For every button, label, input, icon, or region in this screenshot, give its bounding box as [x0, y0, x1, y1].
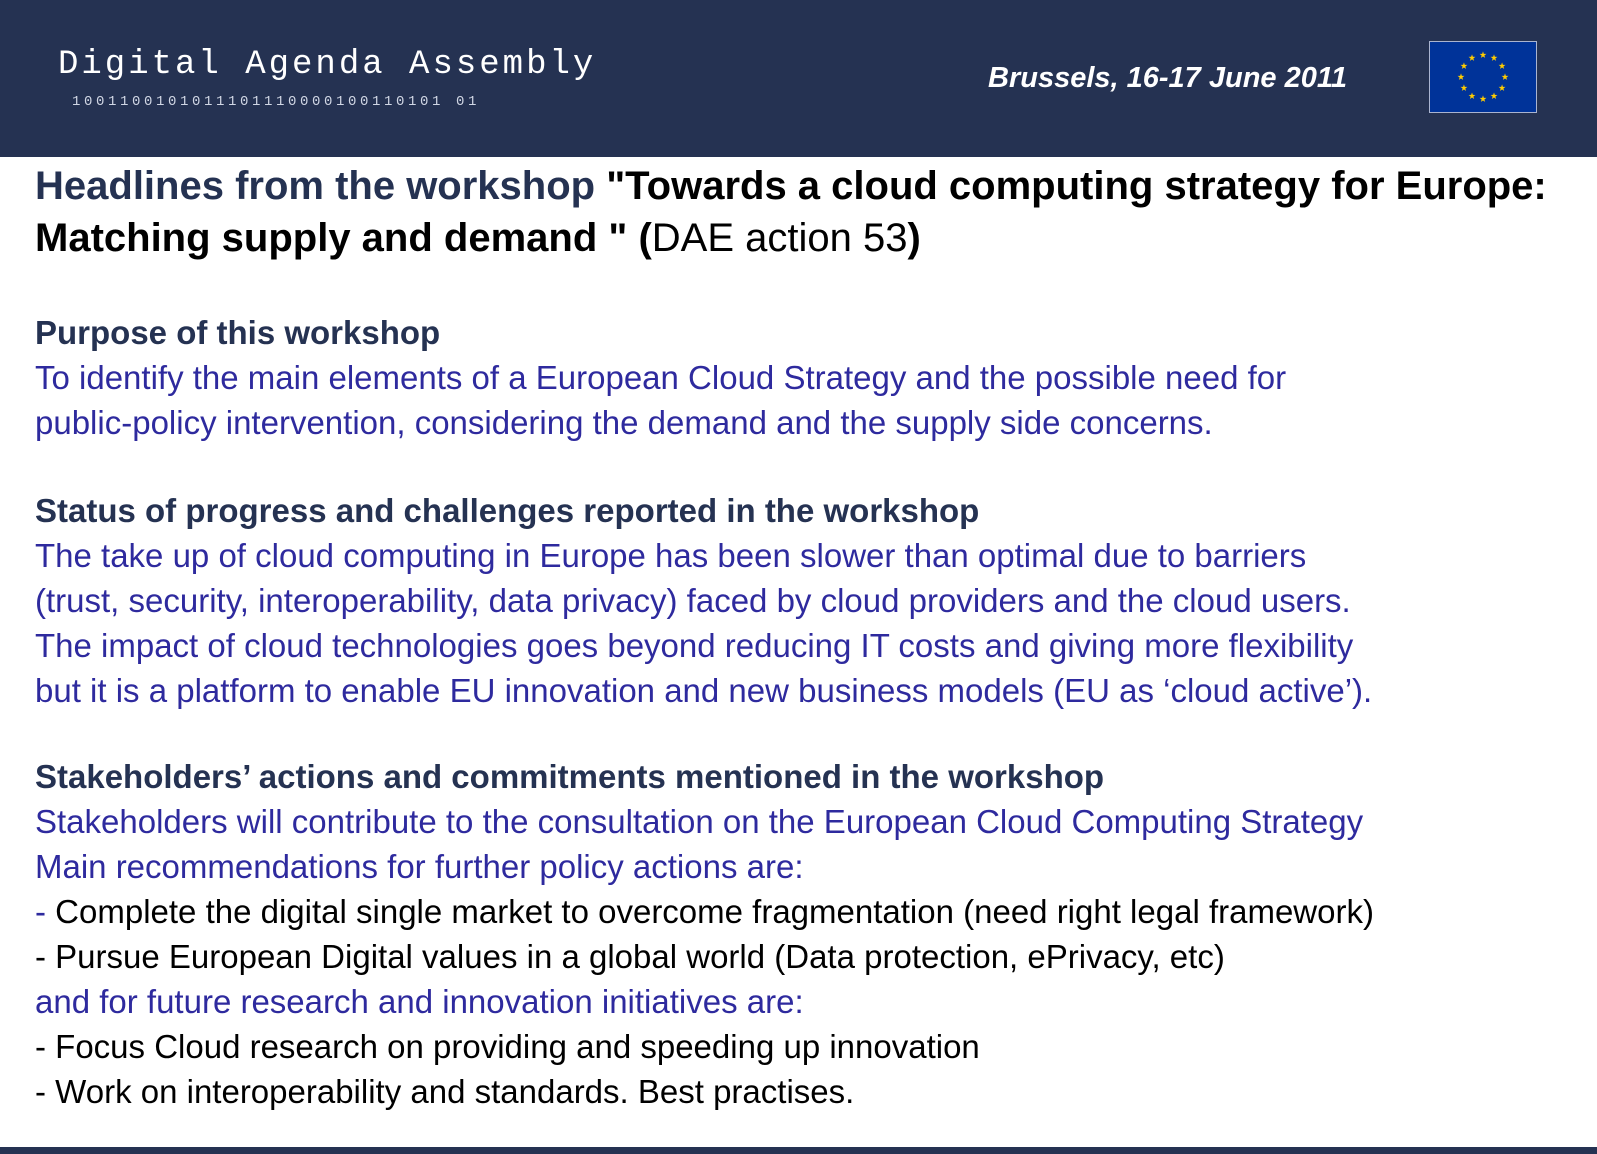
status-section	[35, 489, 1595, 713]
status-line: The impact of cloud technologies goes beyond reducing IT costs and giving more flexibility	[35, 627, 1354, 664]
policy-item-text: Pursue European Digital values in a global world (Data protection, ePrivacy, etc)	[55, 938, 1225, 975]
binary-code: 1001100101011101110000100110101 01	[72, 94, 481, 110]
research-item	[35, 1024, 1595, 1069]
headline-close-paren: )	[907, 216, 921, 260]
stakeholders-section	[35, 755, 1595, 1114]
status-line: but it is a platform to enable EU innovation and new business models (EU as ‘cloud active’).	[35, 672, 1373, 709]
research-item	[35, 1069, 1595, 1114]
policy-item	[35, 934, 1595, 979]
flag-star	[1491, 54, 1498, 61]
research-intro: and for future research and innovation initiatives are:	[35, 983, 804, 1020]
flag-star	[1469, 54, 1476, 61]
bullet-dash: -	[35, 893, 56, 930]
flag-star	[1491, 92, 1498, 99]
headline-action: DAE action 53	[651, 216, 908, 260]
bullet-dash: -	[35, 938, 56, 975]
header-banner	[0, 0, 1597, 157]
footer-bar	[0, 1147, 1597, 1154]
flag-star	[1469, 92, 1476, 99]
policy-item-text: Complete the digital single market to overcome fragmentation (need right legal framework)	[55, 893, 1374, 930]
flag-star	[1458, 73, 1465, 80]
flag-star	[1480, 95, 1487, 102]
purpose-line: public-policy intervention, considering the demand and the supply side concerns.	[35, 404, 1213, 441]
eu-flag-icon	[1429, 41, 1537, 113]
stakeholders-intro-line: Stakeholders will contribute to the consultation on the European Cloud Computing Strategy	[35, 803, 1364, 840]
status-line: The take up of cloud computing in Europe has been slower than optimal due to barriers	[35, 537, 1307, 574]
bullet-dash: -	[35, 1073, 56, 1110]
headline	[35, 160, 1575, 264]
bullet-dash: -	[35, 1028, 56, 1065]
headline-title: "Towards a cloud computing strategy for Europe: Matching supply and demand "	[35, 164, 1547, 260]
status-heading: Status of progress and challenges reported in the workshop	[35, 492, 980, 529]
status-line: (trust, security, interoperability, data privacy) faced by cloud providers and the cloud users.	[35, 582, 1351, 619]
flag-star	[1502, 73, 1509, 80]
research-item-text: Focus Cloud research on providing and speeding up innovation	[55, 1028, 980, 1065]
flag-star	[1499, 84, 1506, 91]
headline-lead: Headlines from the workshop	[35, 164, 607, 208]
flag-star	[1499, 62, 1506, 69]
stakeholders-intro-line: Main recommendations for further policy actions are:	[35, 848, 804, 885]
headline-open-paren: (	[638, 216, 652, 260]
policy-item	[35, 889, 1595, 934]
purpose-heading: Purpose of this workshop	[35, 314, 441, 351]
purpose-section	[35, 311, 1595, 445]
event-date: Brussels, 16-17 June 2011	[988, 62, 1347, 94]
brand-title: Digital Agenda Assembly	[58, 46, 597, 84]
purpose-line: To identify the main elements of a European Cloud Strategy and the possible need for	[35, 359, 1287, 396]
stakeholders-heading: Stakeholders’ actions and commitments mentioned in the workshop	[35, 758, 1105, 795]
flag-star	[1480, 51, 1487, 58]
flag-star	[1461, 62, 1468, 69]
flag-star	[1461, 84, 1468, 91]
research-item-text: Work on interoperability and standards. Best practises.	[55, 1073, 855, 1110]
